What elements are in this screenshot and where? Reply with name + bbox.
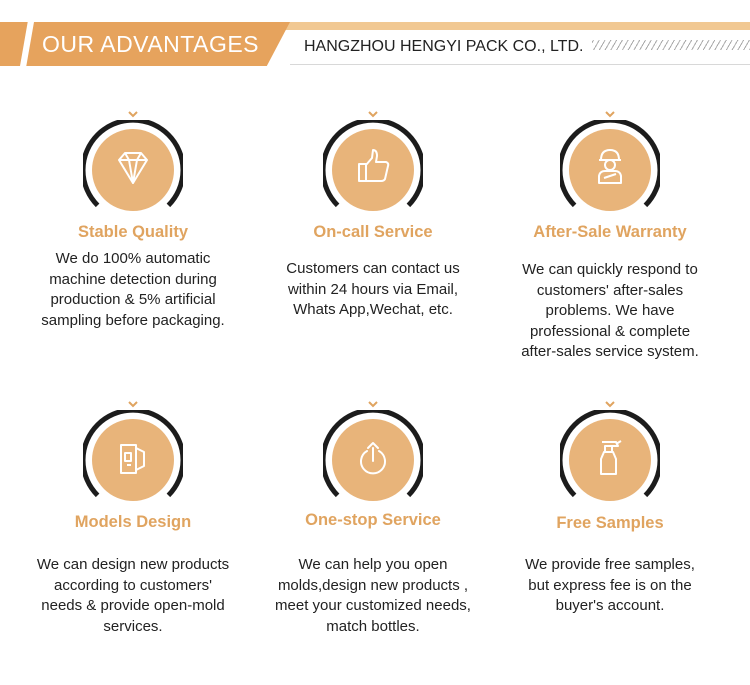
card-title: Free Samples — [556, 514, 664, 532]
card-description: We do 100% automatic machine detection during production & 5% artificial sampling before packaging. — [41, 250, 225, 329]
card-description: We can quickly respond to customers' after-sales problems. We have professional & complete after-sales service system. — [521, 261, 699, 360]
thumbs-up-icon — [323, 120, 423, 220]
card-description: We can design new products according to customers' needs & provide open-mold services. — [36, 556, 230, 635]
hatch-decoration — [592, 40, 750, 50]
card-description: We provide free samples, but express fee is on the buyer's account. — [525, 556, 695, 614]
icon-badge — [323, 120, 423, 220]
company-name: HANGZHOU HENGYI PACK CO., LTD. — [304, 38, 584, 55]
card-title: One-stop Service — [305, 511, 441, 529]
icon-badge — [560, 410, 660, 510]
mold-icon — [83, 410, 183, 510]
card-title: On-call Service — [313, 223, 433, 241]
spray-bottle-icon — [560, 410, 660, 510]
icon-badge — [560, 120, 660, 220]
icon-badge — [83, 410, 183, 510]
banner-underline — [290, 64, 750, 65]
technician-icon — [560, 120, 660, 220]
card-title: After-Sale Warranty — [533, 223, 687, 241]
page-title: OUR ADVANTAGES — [42, 31, 260, 57]
card-title: Models Design — [74, 513, 192, 531]
diamond-icon — [83, 120, 183, 220]
card-description: We can help you open molds,design new products , meet your customized needs, match bottles. — [275, 556, 471, 635]
icon-badge — [323, 410, 423, 510]
card-description: Customers can contact us within 24 hours via Email, Whats App,Wechat, etc. — [286, 260, 460, 318]
icon-badge — [83, 120, 183, 220]
card-title: Stable Quality — [77, 223, 189, 241]
power-cycle-icon — [323, 410, 423, 510]
